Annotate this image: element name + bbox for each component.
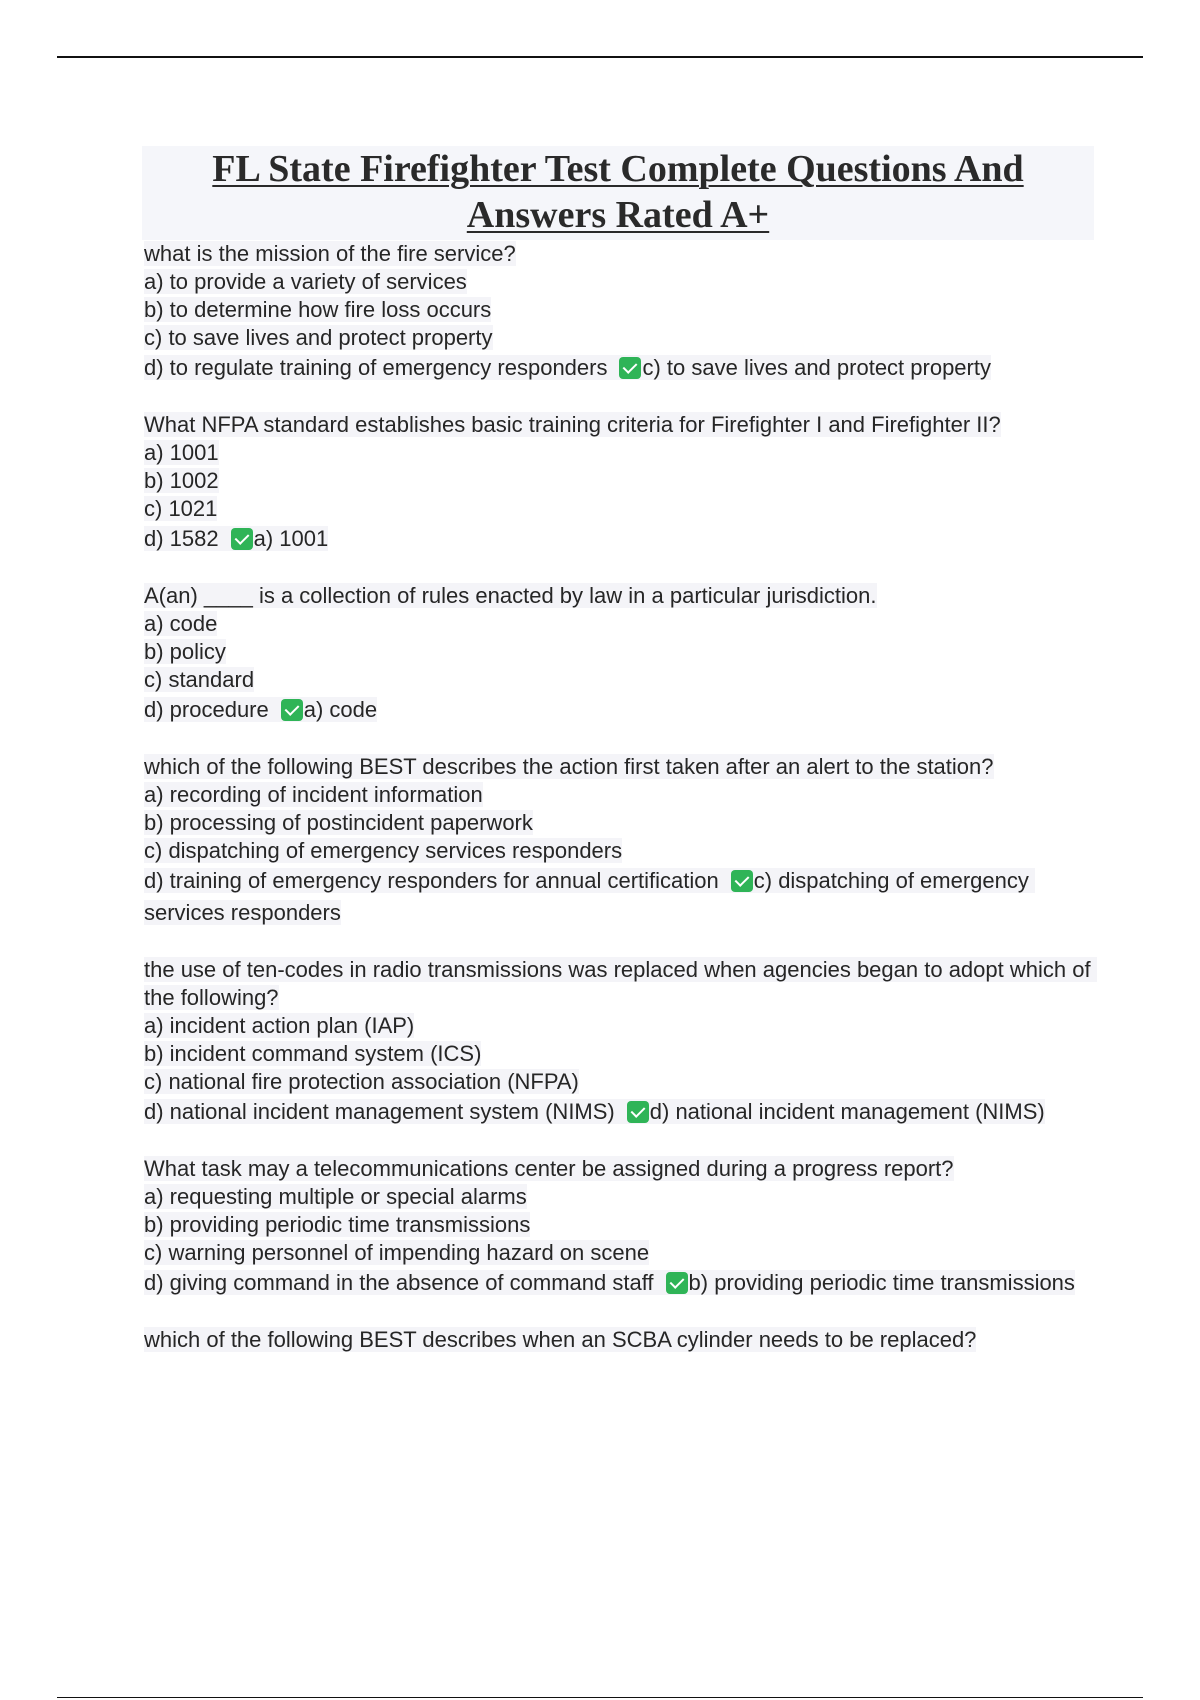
checkmark-icon: [619, 357, 641, 379]
option-b: b) 1002: [144, 468, 219, 493]
option-a: a) code: [144, 611, 218, 636]
footer-rule: [57, 1697, 1143, 1698]
document-body: [144, 146, 1097, 1354]
option-b: b) incident command system (ICS): [144, 1041, 482, 1066]
qa-item: [144, 753, 1094, 929]
option-c: c) national fire protection association (NFPA): [144, 1069, 579, 1094]
option-a: a) 1001: [144, 440, 219, 465]
option-a: a) recording of incident information: [144, 782, 483, 807]
option-d: d) procedure: [144, 697, 269, 722]
checkmark-icon: [731, 870, 753, 892]
option-c: c) warning personnel of impending hazard on scene: [144, 1240, 650, 1265]
option-d: d) to regulate training of emergency responders: [144, 355, 608, 380]
checkmark-icon: [666, 1272, 688, 1294]
question-text: which of the following BEST describes the action first taken after an alert to the station?: [144, 754, 994, 779]
option-c: c) standard: [144, 667, 255, 692]
option-b: b) policy: [144, 639, 226, 664]
qa-item: [144, 582, 1094, 726]
option-b: b) processing of postincident paperwork: [144, 810, 533, 835]
question-text: A(an) ____ is a collection of rules enacted by law in a particular jurisdiction.: [144, 583, 877, 608]
checkmark-icon: [281, 699, 303, 721]
answer-text: c) to save lives and protect property: [642, 355, 991, 380]
option-b: b) providing periodic time transmissions: [144, 1212, 531, 1237]
option-a: a) to provide a variety of services: [144, 269, 467, 294]
option-d: d) 1582: [144, 526, 219, 551]
option-c: c) to save lives and protect property: [144, 325, 493, 350]
document-title: FL State Firefighter Test Complete Questions And Answers Rated A+: [212, 148, 1024, 236]
option-c: c) 1021: [144, 496, 218, 521]
option-d: d) training of emergency responders for annual certification: [144, 868, 719, 893]
question-text: What NFPA standard establishes basic training criteria for Firefighter I and Firefighter II?: [144, 412, 1001, 437]
option-c: c) dispatching of emergency services responders: [144, 838, 623, 863]
answer-text: a) code: [303, 697, 378, 722]
qa-item: [144, 956, 1097, 1128]
qa-item: [144, 1155, 1094, 1299]
option-b: b) to determine how fire loss occurs: [144, 297, 492, 322]
answer-text: c) dispatching of emergency services responders: [144, 868, 1036, 925]
answer-text: d) national incident management (NIMS): [649, 1099, 1045, 1124]
qa-item: [144, 1326, 1094, 1354]
question-text: which of the following BEST describes when an SCBA cylinder needs to be replaced?: [144, 1327, 977, 1352]
option-a: a) incident action plan (IAP): [144, 1013, 415, 1038]
header-rule: [57, 56, 1143, 58]
checkmark-icon: [627, 1101, 649, 1123]
question-text: what is the mission of the fire service?: [144, 241, 516, 266]
checkmark-icon: [231, 528, 253, 550]
option-a: a) requesting multiple or special alarms: [144, 1184, 527, 1209]
answer-text: a) 1001: [253, 526, 329, 551]
qa-item: [144, 240, 1094, 384]
qa-item: [144, 411, 1094, 555]
option-d: d) national incident management system (NIMS): [144, 1099, 615, 1124]
title-block: [142, 146, 1094, 240]
question-text: the use of ten-codes in radio transmissions was replaced when agencies began to adopt which of the following?: [144, 957, 1097, 1010]
question-text: What task may a telecommunications center be assigned during a progress report?: [144, 1156, 954, 1181]
option-d: d) giving command in the absence of command staff: [144, 1270, 654, 1295]
answer-text: b) providing periodic time transmissions: [688, 1270, 1075, 1295]
